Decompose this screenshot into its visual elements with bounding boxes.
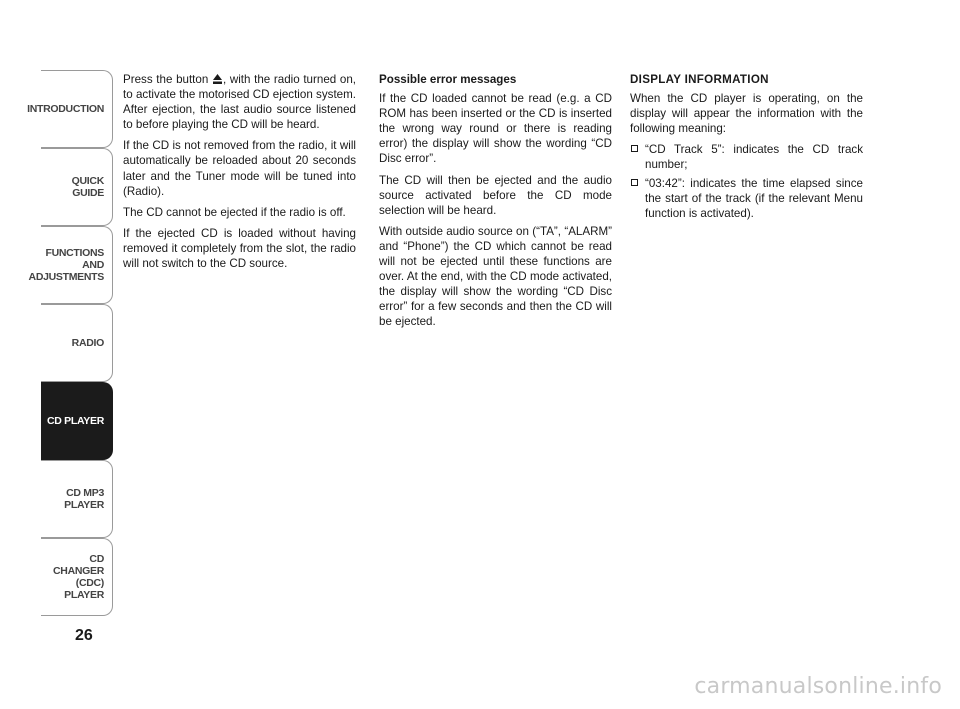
tab-cd-player[interactable]: CD PLAYER	[41, 382, 113, 460]
checkbox-bullet-icon	[631, 145, 638, 152]
error-paragraph-1: If the CD loaded cannot be read (e.g. a CD ROM has been inserted or the CD is inserted the wrong way round or there is reading error) the display will show the wording “CD Disc error”.	[379, 92, 612, 166]
column-error-messages	[379, 72, 612, 336]
page-number: 26	[75, 627, 93, 644]
error-paragraph-3: With outside audio source on (“TA”, “ALARM” and “Phone”) the CD which cannot be read will not be ejected until these functions are over. At the end, with the CD mode activated, the display will show the wording “CD Disc error” for a few seconds and then the CD will be ejected.	[379, 224, 612, 329]
list-item: “03:42”: indicates the time elapsed since the start of the track (if the relevant Menu function is activated).	[630, 176, 863, 221]
checkbox-bullet-icon	[631, 179, 638, 186]
error-paragraph-2: The CD will then be ejected and the audio source activated before the CD mode selection will be heard.	[379, 173, 612, 217]
tab-introduction[interactable]: INTRODUCTION	[41, 70, 113, 148]
tab-quick-guide[interactable]: QUICK GUIDE	[41, 148, 113, 226]
watermark: carmanualsonline.info	[694, 674, 942, 699]
list-item: “CD Track 5”: indicates the CD track number;	[630, 142, 863, 172]
eject-icon	[213, 74, 222, 84]
error-messages-heading: Possible error messages	[379, 73, 517, 86]
display-intro: When the CD player is operating, on the display will appear the information with the following meaning:	[630, 92, 863, 136]
slot-paragraph: If the ejected CD is loaded without having removed it completely from the slot, the radio will not switch to the CD source.	[123, 226, 356, 271]
tab-cd-mp3-player[interactable]: CD MP3 PLAYER	[41, 460, 113, 538]
display-information-heading: DISPLAY INFORMATION	[630, 73, 769, 86]
eject-paragraph: Press the button , with the radio turned on, to activate the motorised CD ejection system. After ejection, the last audio source listened to before playing the CD will be heard.	[123, 73, 356, 132]
column-eject	[123, 72, 356, 277]
tab-cd-changer-player[interactable]: CD CHANGER (CDC) PLAYER	[41, 538, 113, 616]
column-display-information	[630, 72, 863, 224]
tab-radio[interactable]: RADIO	[41, 304, 113, 382]
radio-off-paragraph: The CD cannot be ejected if the radio is off.	[123, 205, 346, 219]
tab-functions-and-adjustments[interactable]: FUNCTIONS AND ADJUSTMENTS	[41, 226, 113, 304]
reload-paragraph: If the CD is not removed from the radio, it will automatically be reloaded about 20 seconds later and the Tuner mode will be tuned into (Radio).	[123, 139, 356, 198]
